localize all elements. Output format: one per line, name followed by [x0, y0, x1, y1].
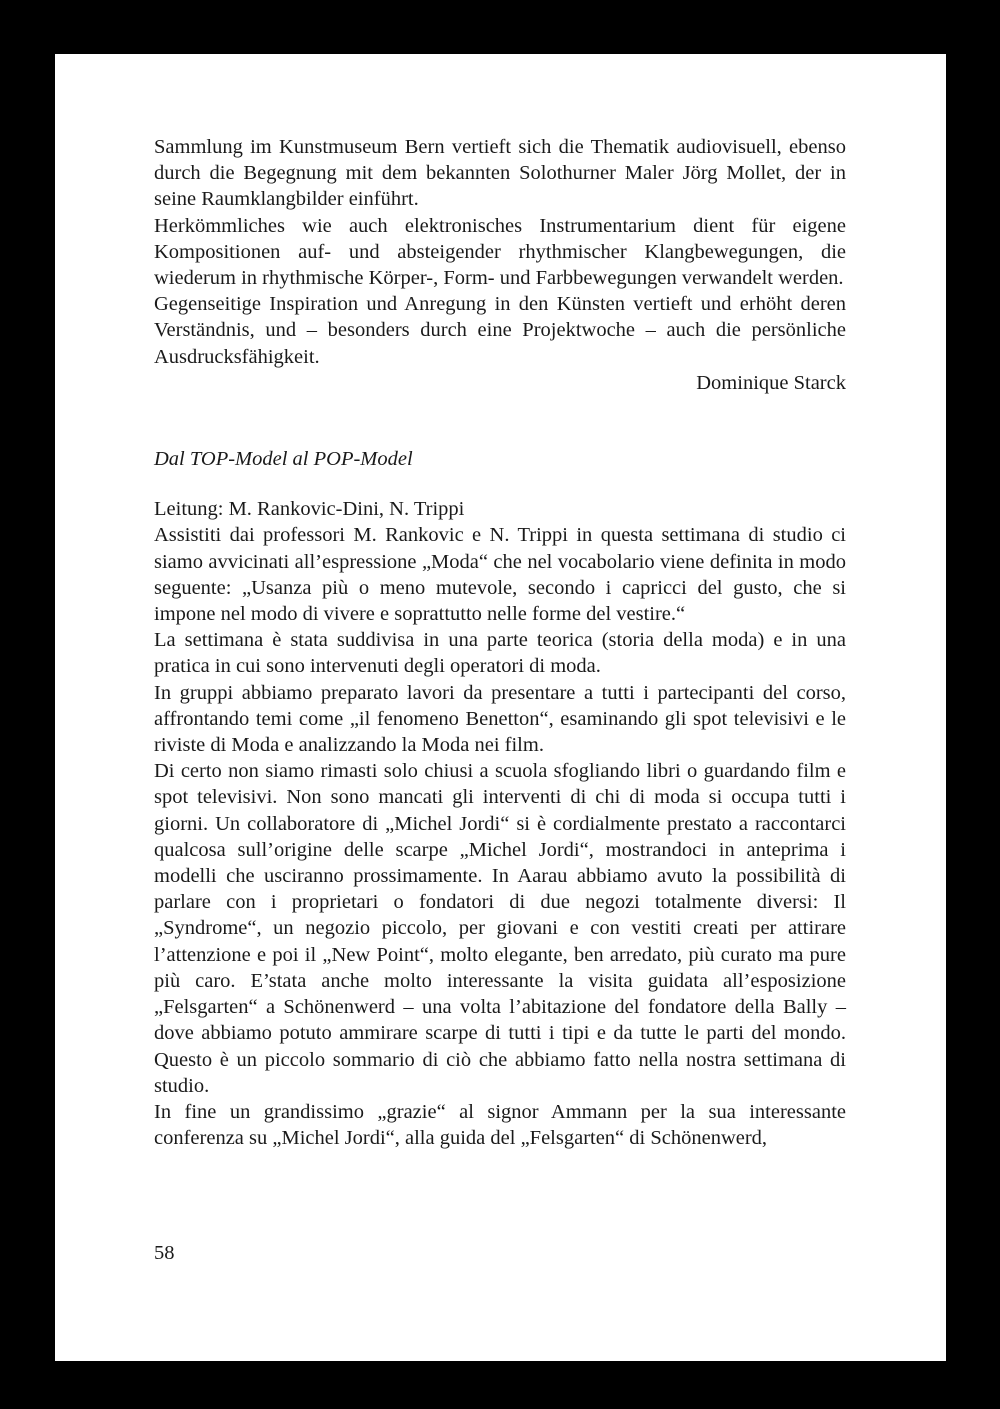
paragraph: In fine un grandissimo „grazie“ al signor Ammann per la sua interessante conferenza su „Michel Jordi“, alla guida del „Felsgarten“ di Schönenwerd,: [154, 1100, 846, 1150]
paragraph: In gruppi abbiamo preparato lavori da presentare a tutti i partecipanti del corso, affrontando temi come „il fenomeno Benetton“, esaminando gli spot televisivi e le riviste di Moda e analizzando la Moda nei film.: [154, 681, 846, 757]
paragraph: Di certo non siamo rimasti solo chiusi a scuola sfogliando libri o guardando film e spot televisivi. Non sono mancati gli interventi di chi di moda si occupa tutti i giorni. Un collaboratore di „Michel Jordi“ si è cordialmente prestato a raccontarci qualcosa sull’origine delle scarpe „Michel Jordi“, mostrandoci in anteprima i modelli che usciranno prossimamente. In Aarau abbiamo avuto la possibilità di parlare con i proprietari o fondatori di due negozi totalmente diversi: Il „Syndrome“, un negozio piccolo, per giovani e con vestiti creati per attirare l’attenzione e poi il „New Point“, molto elegante, ben arredato, più curato ma pure più caro. E’stata anche molto interessante la visita guidata all’esposizione „Felsgarten“ a Schönenwerd – una volta l’abitazione del fondatore della Bally – dove abbiamo potuto ammirare scarpe di tutti i tipi e da tutte le parti del mondo. Questo è un piccolo sommario di ciò che abbiamo fatto nella nostra settimana di studio.: [154, 760, 846, 1097]
paragraph: Assistiti dai professori M. Rankovic e N. Trippi in questa settimana di studio ci siamo avvicinati all’espressione „Moda“ che nel vocabolario viene definita in modo seguente: „Usanza più o meno mutevole, secondo i capricci del gusto, che si impone nel modo di vivere e soprattutto nelle forme del vestire.“: [154, 524, 846, 626]
page-content: [154, 134, 846, 1151]
page-number: 58: [154, 1242, 175, 1264]
document-page: [55, 54, 946, 1361]
section-title: Dal TOP-Model al POP-Model: [154, 448, 413, 471]
author-signature: Dominique Starck: [696, 371, 846, 394]
paragraph: La settimana è stata suddivisa in una parte teorica (storia della moda) e in una pratica in cui sono intervenuti degli operatori di moda.: [154, 629, 846, 678]
paragraph: Gegenseitige Inspiration und Anregung in den Künsten vertieft und erhöht deren Verständnis, und – besonders durch eine Projektwoche – auch die persönliche Ausdrucksfähigkeit.: [154, 293, 846, 368]
leitung-line: Leitung: M. Rankovic-Dini, N. Trippi: [154, 498, 465, 521]
paragraph: Herkömmliches wie auch elektronisches Instrumentarium dient für eigene Kompositionen auf- und absteigender rhythmischer Klangbewegungen, die wiederum in rhythmische Körper-, Form- und Farbbewegungen verwandelt werden.: [154, 214, 846, 290]
paragraph: Sammlung im Kunstmuseum Bern vertieft sich die Thematik audiovisuell, ebenso durch die Begegnung mit dem bekannten Solothurner Maler Jörg Mollet, der in seine Raumklangbilder einführt.: [154, 136, 846, 211]
